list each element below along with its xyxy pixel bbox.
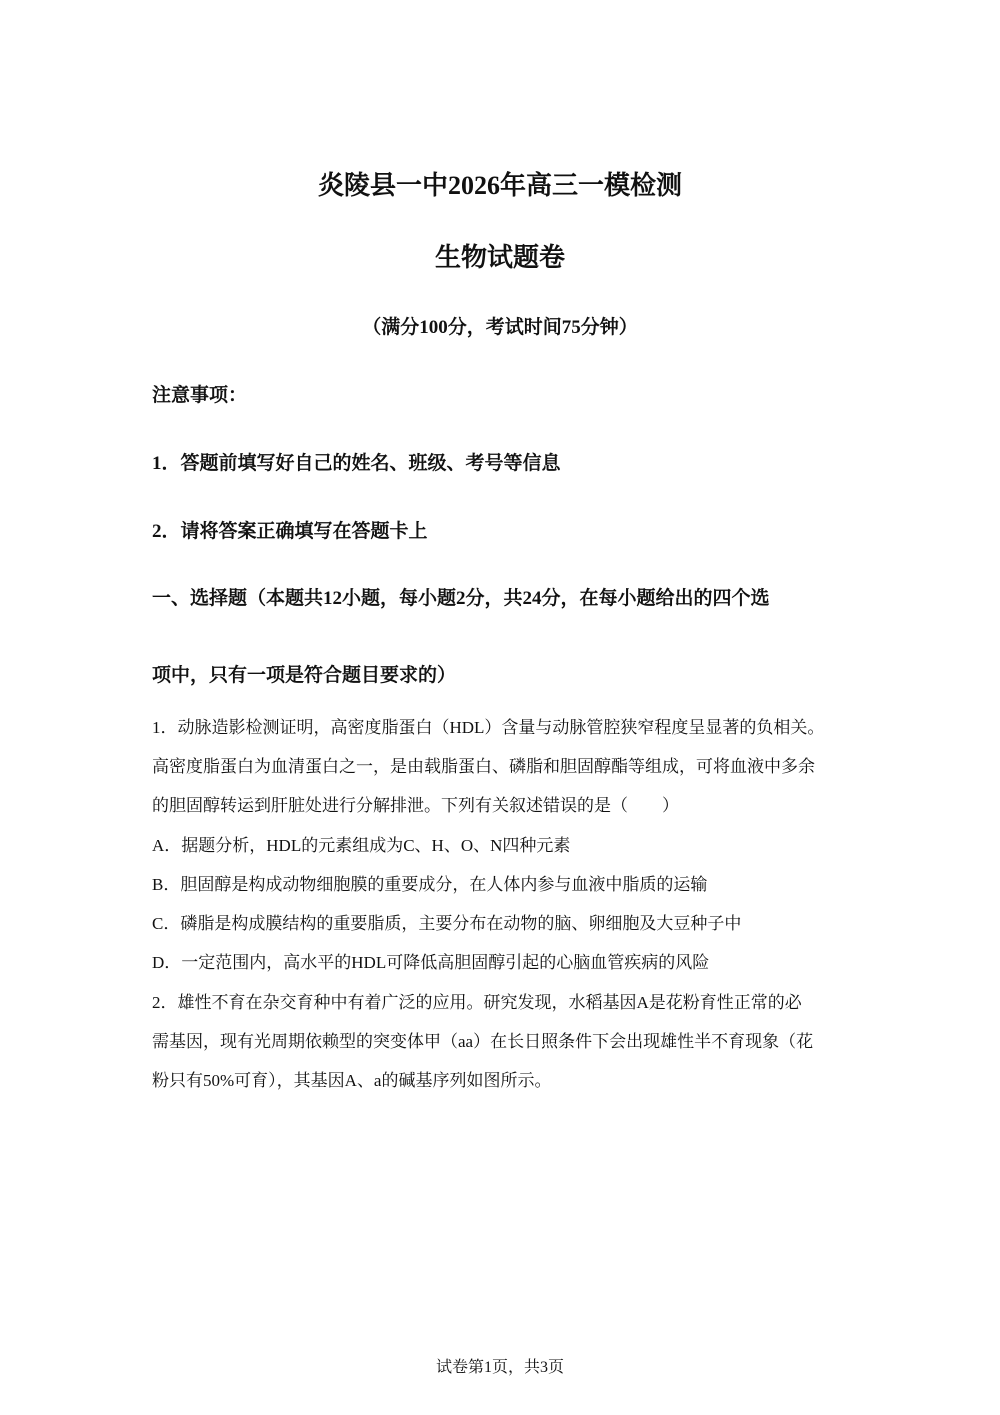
- question-1-stem: [152, 708, 852, 825]
- exam-title: 炎陵县一中2026年高三一模检测: [317, 171, 682, 200]
- score-info: （满分100分，考试时间75分钟）: [362, 317, 638, 338]
- question-2-stem: [152, 983, 852, 1100]
- note-item-1: 1．答题前填写好自己的姓名、班级、考号等信息: [152, 453, 561, 474]
- question-1-line: 的胆固醇转运到肝脏处进行分解排泄。下列有关叙述错误的是（ ）: [152, 796, 679, 815]
- section-heading-line-2: 项中，只有一项是符合题目要求的）: [152, 665, 457, 686]
- page-footer: 试卷第1页，共3页: [435, 1359, 564, 1376]
- note-item-2: 2．请将答案正确填写在答题卡上: [152, 521, 428, 542]
- question-2-line: 2．雄性不育在杂交育种中有着广泛的应用。研究发现，水稻基因A是花粉育性正常的必: [152, 993, 802, 1012]
- question-1-line: 高密度脂蛋白为血清蛋白之一，是由载脂蛋白、磷脂和胆固醇酯等组成，可将血液中多余: [152, 757, 815, 776]
- notes-heading: 注意事项：: [152, 385, 248, 406]
- question-1-option-c: C．磷脂是构成膜结构的重要脂质，主要分布在动物的脑、卵细胞及大豆种子中: [152, 914, 742, 933]
- question-1-option-b: B．胆固醇是构成动物细胞膜的重要成分，在人体内参与血液中脂质的运输: [152, 875, 708, 894]
- exam-subtitle: 生物试题卷: [434, 243, 565, 272]
- question-1-line: 1．动脉造影检测证明，高密度脂蛋白（HDL）含量与动脉管腔狭窄程度呈显著的负相关。: [152, 718, 825, 737]
- question-2-line: 粉只有50%可育），其基因A、a的碱基序列如图所示。: [152, 1071, 552, 1090]
- question-2-line: 需基因，现有光周期依赖型的突变体甲（aa）在长日照条件下会出现雄性半不育现象（花: [152, 1032, 814, 1051]
- section-heading-line-1: 一、选择题（本题共12小题，每小题2分，共24分，在每小题给出的四个选: [152, 588, 770, 609]
- question-1-option-a: A．据题分析，HDL的元素组成为C、H、O、N四种元素: [152, 836, 571, 855]
- question-1-option-d: D．一定范围内，高水平的HDL可降低高胆固醇引起的心脑血管疾病的风险: [152, 953, 710, 972]
